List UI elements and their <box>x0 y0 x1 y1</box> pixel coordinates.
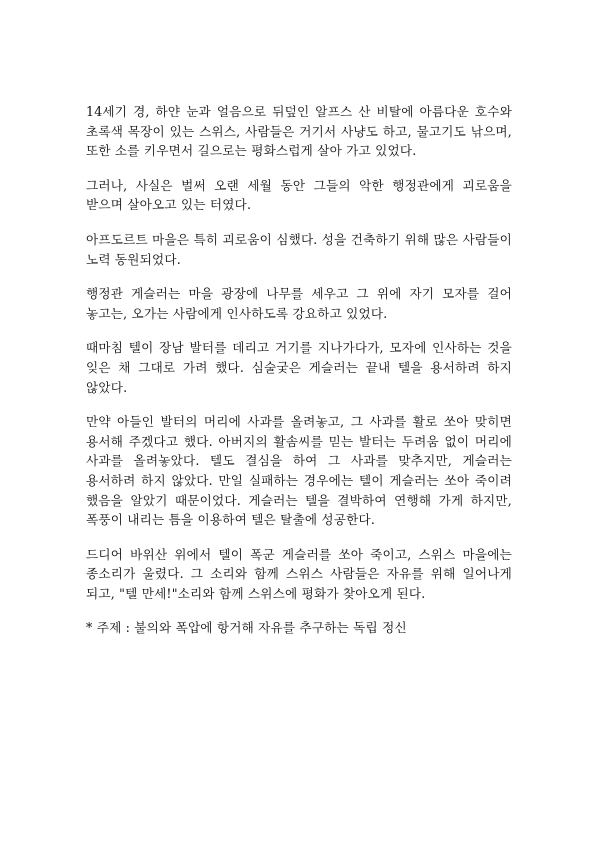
paragraph-3: 아프도르트 마을은 특히 괴로움이 심했다. 성을 건축하기 위해 많은 사람들이 노력 동원되었다. <box>86 231 512 267</box>
theme-note: * 주제 : 불의와 폭압에 항거해 자유를 추구하는 독립 정신 <box>86 620 407 636</box>
paragraph-7: 드디어 바위산 위에서 텔이 폭군 게슬러를 쏘아 죽이고, 스위스 마을에는 종소리가 울렸다. 그 소리와 함께 스위스 사람들은 자유를 위해 일어나게 되고, "텔 만세!"소리와 함께 스위스에 평화가 찾아오게 된다. <box>86 546 512 601</box>
paragraph-1: 14세기 경, 하얀 눈과 얼음으로 뒤덮인 알프스 산 비탈에 아름다운 호수와 초록색 목장이 있는 스위스, 사람들은 거기서 사냥도 하고, 물고기도 낚으며, 또한 소를 키우면서 길으로는 평화스럽게 살아 가고 있었다. <box>86 104 512 159</box>
paragraph-4: 행정관 게슬러는 마을 광장에 나무를 세우고 그 위에 자기 모자를 걸어 놓고는, 오가는 사람에게 인사하도록 강요하고 있었다. <box>86 286 512 321</box>
document-body <box>86 102 512 653</box>
paragraph-2: 그러나, 사실은 벌써 오랜 세월 동안 그들의 악한 행정관에게 괴로움을 받으며 살아오고 있는 터였다. <box>86 177 512 213</box>
paragraph-5: 때마침 텔이 장남 발터를 데리고 거기를 지나가다가, 모자에 인사하는 것을 잊은 채 그대로 가려 했다. 심술궂은 게슬러는 끝내 텔을 용서하려 하지 않았다. <box>86 340 512 395</box>
paragraph-6: 만약 아들인 발터의 머리에 사과를 올려놓고, 그 사과를 활로 쏘아 맞히면 용서해 주겠다고 했다. 아버지의 활솜씨를 믿는 발터는 두려움 없이 머리에 사과를 올려놓았다. 텔도 결심을 하여 그 사과를 맞추지만, 게슬러는 용서하려 하지 않았다. 만일 실패하는 경우에는 텔이 게슬러는 쏘아 죽이려 했음을 알았기 때문이었다. 게슬러는 텔을 결박하여 연행해 가게 하지만, 폭풍이 내리는 틈을 이용하여 텔은 탈출에 성공한다. <box>86 414 512 528</box>
